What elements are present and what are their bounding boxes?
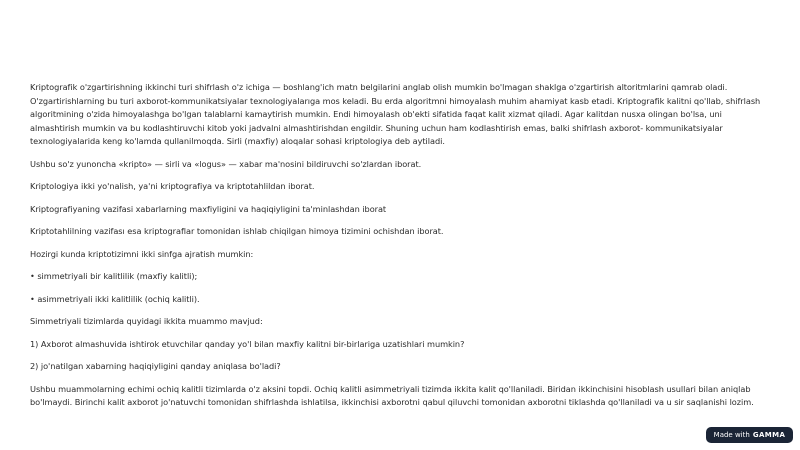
paragraph-solution: Ushbu muammolarning echimi ochiq kalitli tizimlarda o'z aksini topdi. Ochiq kalitli asimmetriyali tizimda ikkita kalit qo'llaniladi. Biridan ikkinchisini hisoblash usullari bilan aniqlab bo'lmaydi. Birinchi kalit axborot jo'natuvchi tomonidan shifrlashda ishlatilsa, ikkinchisi axborotni qabul qiluvchi tomonidan axborotni tiklashda qo'llaniladi va u sir saqlanishi lozim. <box>30 383 754 407</box>
made-with-gamma-badge[interactable] <box>706 427 793 443</box>
paragraph-cryptography-task: Kriptografiyaning vazifasi xabarlarning maxfiyligini va haqiqiyligini ta'minlashdan iborat <box>30 203 387 214</box>
paragraph-etymology: Ushbu so'z yunoncha «kripto» — sirli va «logus» — xabar ma'nosini bildiruvchi so'zlardan iborat. <box>30 158 422 169</box>
paragraph-two-classes: Hozirgi kunda kriptotizimni ikki sinfga ajratish mumkin: <box>30 248 254 259</box>
document-body <box>30 81 770 410</box>
badge-prefix: Made with <box>713 431 750 439</box>
paragraph-cryptology: Kriptologiya ikki yo'nalish, ya'ni kriptografiya va kriptotahlildan iborat. <box>30 181 315 191</box>
list-item-asymmetric: • asimmetriyali ikki kalitlilik (ochiq kalitli). <box>30 293 200 304</box>
paragraph-problems: Simmetriyali tizimlarda quyidagi ikkita muammo mavjud: <box>30 316 263 326</box>
paragraph-intro: Kriptografik o'zgartirishning ikkinchi turi shifrlash o'z ichiga — boshlang'ich matn belgilarini anglab olish mumkin bo'lmagan shaklga o'zgartirish altoritmlarini qamrab oladi. O'zgartirishlarning bu turi axborot-kommunikatsiyalar texnologiyalarıga mos keladi. Bu erda algoritmni himoyalash muhim ahamiyat kasb etadi. Kriptografik kalitni qo'llab, shifrlash algoritmining o'zida himoyalashga bo'lgan talablarni kamaytirish mumkin. Endi himoyalash ob'ekti sifatida faqat kalit xizmat qiladi. Agar kalitdan nusxa olingan bo'lsa, uni almashtirish mumkin va bu kodlashtiruvchi kitob yoki jadvalni almashtirishdan engildir. Shuning uchun ham kodlashtirish emas, balki shifrlash axborot- kommunikatsiyalar texnologiyalarida keng ko'lamda qullanilmoqda. Sirli (maxfiy) aloqalar sohasi kriptologiya deb aytiladi. <box>30 82 761 146</box>
list-item-problem-2: 2) jo'natilgan xabarning haqiqiyligini qanday aniqlasa bo'ladi? <box>30 361 281 371</box>
gamma-logo: GAMMA <box>752 431 786 439</box>
list-item-symmetric: • simmetriyali bir kalitlilik (maxfiy kalitli); <box>30 271 198 281</box>
list-item-problem-1: 1) Axborot almashuvida ishtirok etuvchilar qanday yo'l bilan maxfiy kalitni bir-birlariga uzatishlari mumkin? <box>30 338 465 349</box>
paragraph-cryptanalysis-task: Kriptotahlilning vazifası esa kriptograflar tomonidan ishlab chiqilgan himoya tizimini ochishdan iborat. <box>30 226 444 236</box>
